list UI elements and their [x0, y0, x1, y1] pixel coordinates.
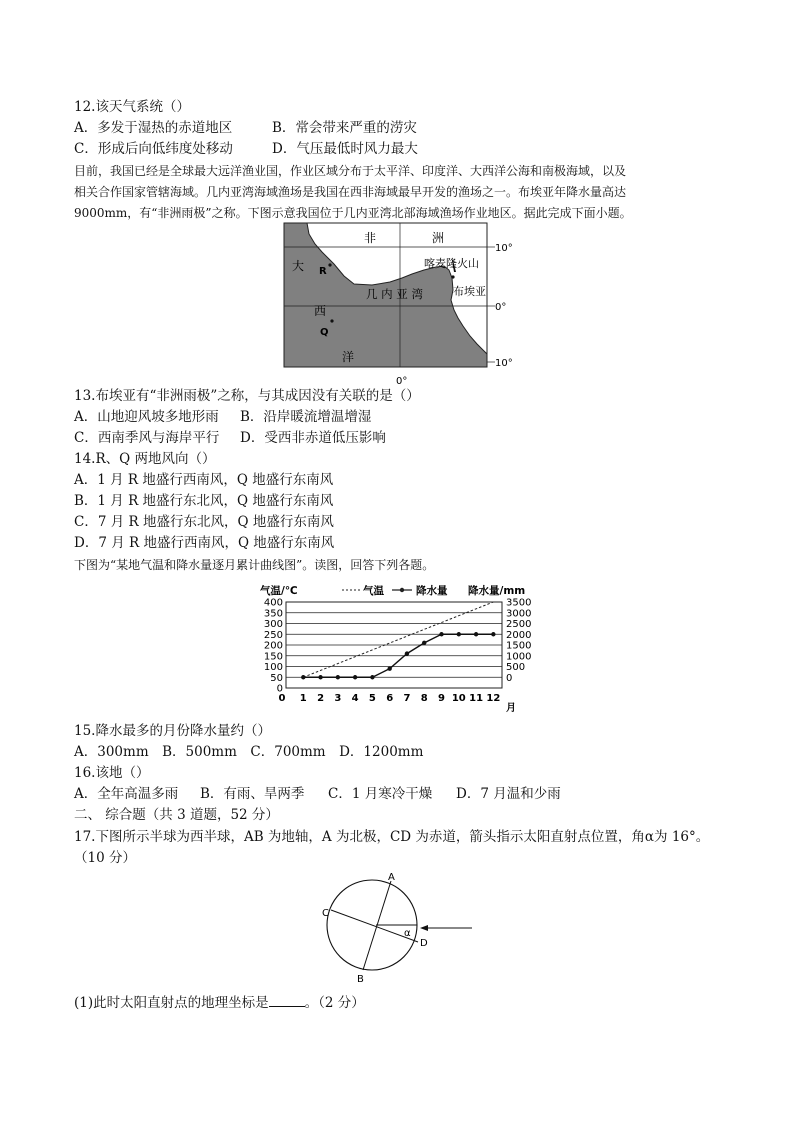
q16-option-a: A．全年高温多雨 [74, 786, 179, 802]
precip-point [370, 675, 374, 679]
chart-ylabel-left: 气温/℃ [260, 585, 298, 597]
y-right-tick: 1500 [506, 640, 532, 652]
q15-stem: 15.降水最多的月份降水量约（） [74, 723, 271, 739]
passage1-line1: 目前，我国已经是全球最大远洋渔业国，作业区域分布于太平洋、印度洋、大西洋公海和南极海域，以及 [74, 164, 627, 178]
y-left-tick: 350 [263, 608, 283, 620]
q17-sub1-text: (1)此时太阳直射点的地理坐标是 [74, 995, 269, 1011]
x-tick: 12 [486, 693, 501, 704]
label-b: B [357, 974, 364, 985]
y-right-tick: 3500 [506, 597, 532, 609]
chart-marks [301, 602, 495, 679]
y-left-tick: 250 [263, 629, 283, 641]
section-heading: 二、 综合题（共 3 道题，52 分） [74, 807, 279, 823]
passage1-line3: 9000mm，有“非洲雨极”之称。下图示意我国位于几内亚湾北部海域渔场作业地区。据此完成下面小题。 [74, 206, 632, 220]
q14-option-d: D．7 月 R 地盛行西南风，Q 地盛行东南风 [74, 535, 335, 551]
label-c: C [322, 908, 329, 919]
q17-sub1-tail: 。（2 分） [304, 995, 365, 1011]
precip-point [336, 675, 340, 679]
q13-option-b: B．沿岸暖流增温增湿 [240, 409, 372, 425]
y-left-tick: 200 [263, 640, 283, 652]
map-lat-0: 0° [495, 302, 507, 313]
precip-point [439, 632, 443, 636]
gulf-of-guinea-map [282, 222, 522, 386]
map-label-zhou: 洲 [432, 231, 445, 245]
q14-stem: 14.R、Q 两地风向（） [74, 451, 216, 467]
q12-option-b: B．常会带来严重的涝灾 [272, 120, 417, 136]
legend-precip-dot [400, 588, 404, 592]
x-tick: 4 [351, 693, 359, 704]
chart-grid [264, 598, 532, 705]
precip-point [457, 632, 461, 636]
y-left-tick: 100 [263, 662, 283, 673]
q16-stem: 16.该地（） [74, 765, 150, 781]
x-tick: 2 [317, 693, 325, 704]
y-left-tick: 150 [263, 651, 283, 663]
y-left-tick: 300 [263, 619, 283, 630]
x-tick: 3 [334, 693, 342, 704]
precip-point [491, 632, 495, 636]
hemisphere-diagram [314, 868, 484, 986]
label-d: D [420, 938, 428, 949]
y-left-tick: 50 [270, 672, 283, 684]
q12-option-a: A．多发于湿热的赤道地区 [74, 120, 233, 136]
arrow-head [420, 925, 428, 931]
q16-option-b: B．有雨、旱两季 [200, 786, 305, 802]
chart-intro: 下图为“某地气温和降水量逐月累计曲线图”。读图，回答下列各题。 [74, 558, 435, 572]
x-tick: 11 [469, 693, 484, 704]
passage1-line2: 相关合作国家管辖海域。几内亚湾海域渔场是我国在西非海域最早开发的渔场之一。布埃亚年降水量高达 [74, 185, 627, 199]
q12-option-c: C．形成后向低纬度处移动 [74, 141, 233, 157]
q14-option-b: B．1 月 R 地盛行东北风，Q 地盛行东南风 [74, 493, 334, 509]
precip-point [318, 675, 322, 679]
temp-precip-chart [256, 580, 546, 715]
x-tick: 0 [278, 693, 286, 704]
x-tick: 5 [368, 693, 376, 704]
map-label-volcano: 喀麦隆火山 [424, 257, 479, 270]
y-right-tick: 2000 [506, 629, 532, 641]
y-right-tick: 2500 [506, 619, 532, 630]
label-a: A [388, 872, 395, 883]
q17-sub1 [74, 994, 365, 1012]
q12-stem: 12.该天气系统（） [74, 99, 190, 115]
x-tick: 8 [420, 693, 428, 704]
legend-temp-label: 气温 [363, 585, 384, 597]
y-right-tick: 1000 [506, 651, 532, 663]
chart-ylabel-right: 降水量/mm [468, 585, 526, 597]
legend-precip-label: 降水量 [416, 585, 448, 597]
precip-point [405, 651, 409, 655]
map-label-da: 大 [292, 259, 305, 273]
x-tick: 6 [386, 693, 394, 704]
q13-option-c: C．西南季风与海岸平行 [74, 430, 220, 446]
label-alpha: α [404, 928, 411, 939]
x-tick: 1 [299, 693, 307, 704]
q17-stem: 17.下图所示半球为西半球，AB 为地轴，A 为北极，CD 为赤道，箭头指示太阳直射点位置，角α为 16°。 [74, 829, 710, 845]
q13-option-d: D．受西非赤道低压影响 [240, 430, 386, 446]
temp-line [303, 602, 493, 677]
x-tick: 10 [451, 693, 466, 704]
chart-xlabel: 月 [506, 703, 516, 714]
q16-option-d: D．7 月温和少雨 [456, 786, 561, 802]
map-label-yang: 洋 [342, 350, 355, 364]
y-left-tick: 0 [276, 683, 283, 695]
q14-option-c: C．7 月 R 地盛行东北风，Q 地盛行东南风 [74, 514, 334, 530]
q15-options: A．300mm B．500mm C．700mm D．1200mm [74, 744, 424, 760]
map-label-fei: 非 [364, 231, 377, 245]
q16-option-c: C．1 月寒冷干燥 [328, 786, 433, 802]
precip-point [353, 675, 357, 679]
q14-option-a: A．1 月 R 地盛行西南风，Q 地盛行东南风 [74, 472, 334, 488]
precip-point [301, 675, 305, 679]
map-label-buea: 布埃亚 [453, 285, 486, 298]
precip-point [474, 632, 478, 636]
map-lat-10s: 10° [495, 358, 513, 369]
q17-score: （10 分） [74, 850, 136, 866]
q13-option-a: A．山地迎风坡多地形雨 [74, 409, 219, 425]
map-label-gulf: 几 内 亚 湾 [366, 287, 423, 301]
x-tick: 9 [438, 693, 446, 704]
map-lat-10n: 10° [495, 243, 513, 254]
map-label-xi: 西 [314, 304, 327, 318]
q12-option-d: D．气压最低时风力最大 [272, 141, 418, 157]
y-right-tick: 500 [506, 662, 526, 673]
y-left-tick: 400 [263, 597, 283, 609]
x-tick: 7 [403, 693, 411, 704]
map-lon-0: 0° [396, 376, 408, 386]
y-right-tick: 0 [506, 672, 513, 684]
precip-point [422, 641, 426, 645]
q13-stem: 13.布埃亚有“非洲雨极”之称，与其成因没有关联的是（） [74, 388, 420, 404]
map-label-r: R [319, 266, 327, 277]
y-right-tick: 3000 [506, 608, 532, 620]
precip-point [387, 666, 391, 670]
map-label-q: Q [320, 327, 329, 338]
q17-sub1-blank[interactable] [269, 994, 305, 1007]
